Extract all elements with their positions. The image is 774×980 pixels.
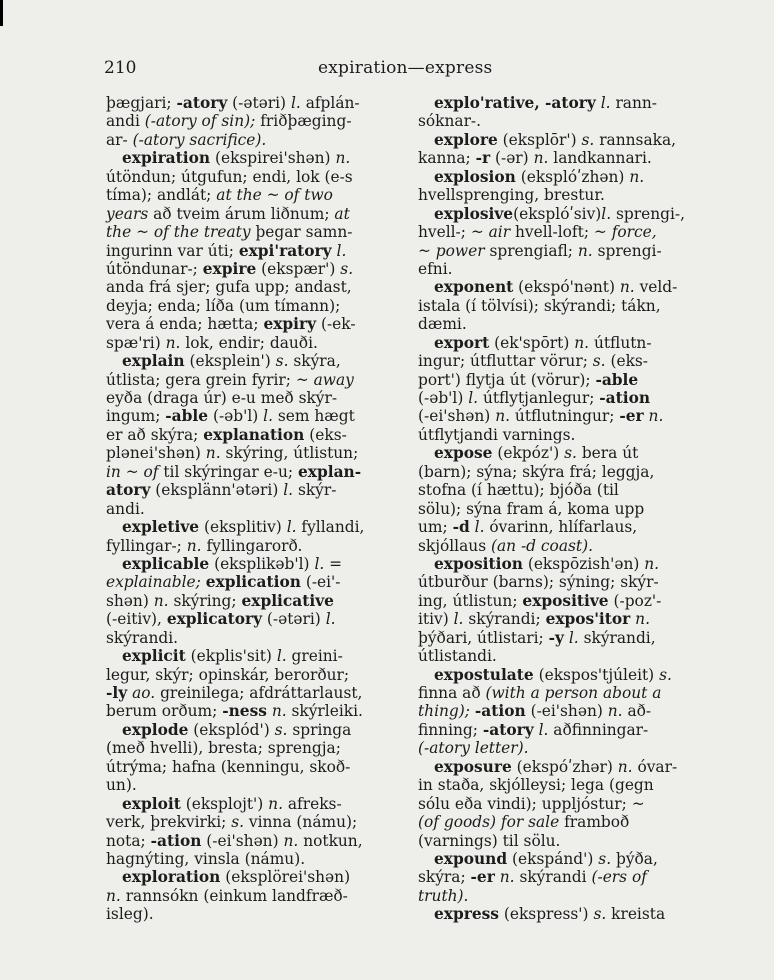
dictionary-line: export (ek'spōrt) n. útflutn-: [434, 333, 652, 352]
dictionary-line: port') flytja út (vörur); -able: [418, 370, 639, 389]
dictionary-line: vera á enda; hætta; expiry (-ek-: [106, 315, 356, 334]
dictionary-line: explainable; explication (-ei'-: [106, 573, 341, 592]
page-number: 210: [104, 58, 137, 78]
dictionary-line: þægjari; -atory (-ətəri) l. afplán-: [106, 94, 360, 112]
dictionary-line: the ~ of the treaty þegar samn-: [106, 223, 353, 242]
dictionary-line: ingum; -able (-əb'l) l. sem hægt: [106, 407, 355, 426]
dictionary-line: skýra; -er n. skýrandi (-ers of: [418, 868, 647, 887]
dictionary-line: útöndunar-; expire (ekspær') s.: [106, 259, 354, 278]
dictionary-line: sólu eða vindi); uppljóstur; ~: [418, 794, 645, 813]
dictionary-line: (með hvelli), bresta; sprengja;: [106, 739, 341, 758]
dictionary-line: hvell-; ~ air hvell-loft; ~ force,: [418, 223, 657, 242]
dictionary-line: in staða, skjólleysi; lega (gegn: [418, 776, 654, 795]
dictionary-line: um; -d l. óvarinn, hlífarlaus,: [418, 518, 638, 537]
dictionary-line: express (ekspress') s. kreista: [434, 905, 666, 924]
dictionary-line: exploration (eksplörei'shən): [122, 868, 351, 887]
dictionary-line: spæ'ri) n. lok, endir; dauði.: [106, 333, 318, 352]
left-column: [106, 94, 406, 924]
dictionary-line: atory (eksplänn'ətəri) l. skýr-: [106, 481, 337, 500]
dictionary-line: tíma); andlát; at the ~ of two: [106, 186, 333, 205]
dictionary-line: finna að (with a person about a: [418, 684, 662, 702]
dictionary-line: un).: [106, 776, 137, 795]
dictionary-line: expletive (eksplitiv) l. fyllandi,: [122, 518, 365, 537]
dictionary-line: (-əb'l) l. útflytjanlegur; -ation: [418, 389, 651, 407]
dictionary-line: expound (ekspánd') s. þýða,: [434, 849, 658, 868]
dictionary-line: explicable (eksplikəb'l) l. =: [122, 554, 343, 573]
dictionary-line: truth).: [418, 886, 469, 905]
dictionary-line: exposure (ekspóʹzhər) n. óvar-: [434, 757, 678, 776]
dictionary-line: finning; -atory l. aðfinningar-: [418, 720, 649, 739]
dictionary-line: ing, útlistun; expositive (-poz'-: [418, 591, 662, 610]
dictionary-line: sóknar-.: [418, 112, 482, 131]
dictionary-line: berum orðum; -ness n. skýrleiki.: [106, 702, 363, 721]
dictionary-line: anda frá sjer; gufa upp; andast,: [106, 278, 352, 297]
dictionary-line: explosive(eksplóʹsiv)l. sprengi-,: [434, 204, 685, 223]
dictionary-line: expiration (ekspirei'shən) n.: [122, 149, 351, 168]
dictionary-line: útöndun; útgufun; endi, lok (e-s: [106, 167, 353, 186]
dictionary-line: fyllingar-; n. fyllingarorð.: [106, 536, 303, 555]
dictionary-line: explo'rative, -atory l. rann-: [434, 94, 658, 112]
dictionary-line: nota; -ation (-ei'shən) n. notkun,: [106, 831, 363, 850]
dictionary-line: útlista; gera grein fyrir; ~ away: [106, 370, 354, 389]
dictionary-line: verk, þrekvirki; s. vinna (námu);: [106, 813, 358, 832]
dictionary-line: (-eitiv), explicatory (-ətəri) l.: [106, 610, 336, 629]
dictionary-line: kanna; -r (-ər) n. landkannari.: [418, 149, 652, 168]
dictionary-line: explode (eksplód') s. springa: [122, 720, 352, 739]
page-header: [104, 58, 724, 80]
dictionary-line: n. rannsókn (einkum landfræð-: [106, 886, 348, 905]
dictionary-line: expostulate (ekspos'tjúleit) s.: [434, 665, 672, 684]
dictionary-line: istala (í tölvísi); skýrandi; tákn,: [418, 296, 661, 315]
dictionary-line: eyða (draga úr) e-u með skýr-: [106, 389, 338, 407]
dictionary-line: stofna (í hættu); bjóða (til: [418, 481, 619, 500]
dictionary-line: shən) n. skýring; explicative: [106, 591, 334, 610]
dictionary-line: expose (ekpóz') s. bera út: [434, 444, 639, 463]
dictionary-line: (varnings) til sölu.: [418, 831, 561, 850]
dictionary-line: ingurinn var úti; expi'ratory l.: [106, 241, 347, 260]
dictionary-line: (-atory letter).: [418, 739, 529, 758]
dictionary-line: hvellsprenging, brestur.: [418, 186, 605, 205]
dictionary-line: hagnýting, vinsla (námu).: [106, 849, 306, 868]
dictionary-line: deyja; enda; líða (um tímann);: [106, 296, 341, 315]
dictionary-line: (barn); sýna; skýra frá; leggja,: [418, 462, 655, 481]
dictionary-line: er að skýra; explanation (eks-: [106, 425, 347, 444]
dictionary-line: -ly ao. greinilega; afdráttarlaust,: [106, 684, 363, 702]
dictionary-line: explosion (eksplóʹzhən) n.: [434, 167, 645, 186]
dictionary-line: dæmi.: [418, 315, 467, 334]
dictionary-line: exposition (ekspōzish'ən) n.: [434, 554, 660, 573]
dictionary-line: (of goods) for sale framboð: [418, 813, 630, 832]
dictionary-line: exploit (eksplojt') n. afreks-: [122, 794, 342, 813]
dictionary-line: legur, skýr; opinskár, berorður;: [106, 665, 350, 684]
right-column: [418, 94, 718, 924]
dictionary-line: ingur; útfluttar vörur; s. (eks-: [418, 352, 649, 371]
dictionary-line: isleg).: [106, 905, 154, 924]
dictionary-line: útflytjandi varnings.: [418, 425, 576, 444]
dictionary-line: explain (eksplein') s. skýra,: [122, 352, 341, 371]
running-head: expiration—express: [318, 58, 493, 78]
dictionary-line: efni.: [418, 259, 453, 278]
dictionary-line: þýðari, útlistari; -y l. skýrandi,: [418, 628, 656, 647]
dictionary-line: (-ei'shən) n. útflutningur; -er n.: [418, 407, 664, 426]
dictionary-line: andi (-atory of sin); friðþæging-: [106, 112, 352, 131]
dictionary-line: explicit (ekplis'sit) l. greini-: [122, 647, 343, 666]
dictionary-line: útlistandi.: [418, 647, 497, 666]
dictionary-line: skýrandi.: [106, 628, 179, 647]
page-edge-mark: [0, 0, 3, 26]
dictionary-line: skjóllaus (an -d coast).: [418, 536, 593, 555]
dictionary-line: exponent (ekspó'nənt) n. veld-: [434, 278, 678, 297]
dictionary-line: sölu); sýna fram á, koma upp: [418, 499, 645, 518]
dictionary-line: in ~ of til skýringar e-u; explan-: [106, 462, 362, 481]
dictionary-line: years að tveim árum liðnum; at: [106, 204, 350, 223]
dictionary-line: útburður (barns); sýning; skýr-: [418, 573, 659, 592]
dictionary-line: itiv) l. skýrandi; expos'itor n.: [418, 610, 650, 629]
dictionary-line: andi.: [106, 499, 145, 518]
dictionary-line: útrýma; hafna (kenningu, skoð-: [106, 757, 351, 776]
dictionary-line: explore (eksplōr') s. rannsaka,: [434, 130, 677, 149]
dictionary-line: ar- (-atory sacrifice).: [106, 130, 267, 149]
dictionary-line: ~ power sprengiafl; n. sprengi-: [418, 241, 662, 260]
dictionary-line: thing); -ation (-ei'shən) n. að-: [418, 702, 652, 721]
dictionary-line: plənei'shən) n. skýring, útlistun;: [106, 444, 359, 463]
